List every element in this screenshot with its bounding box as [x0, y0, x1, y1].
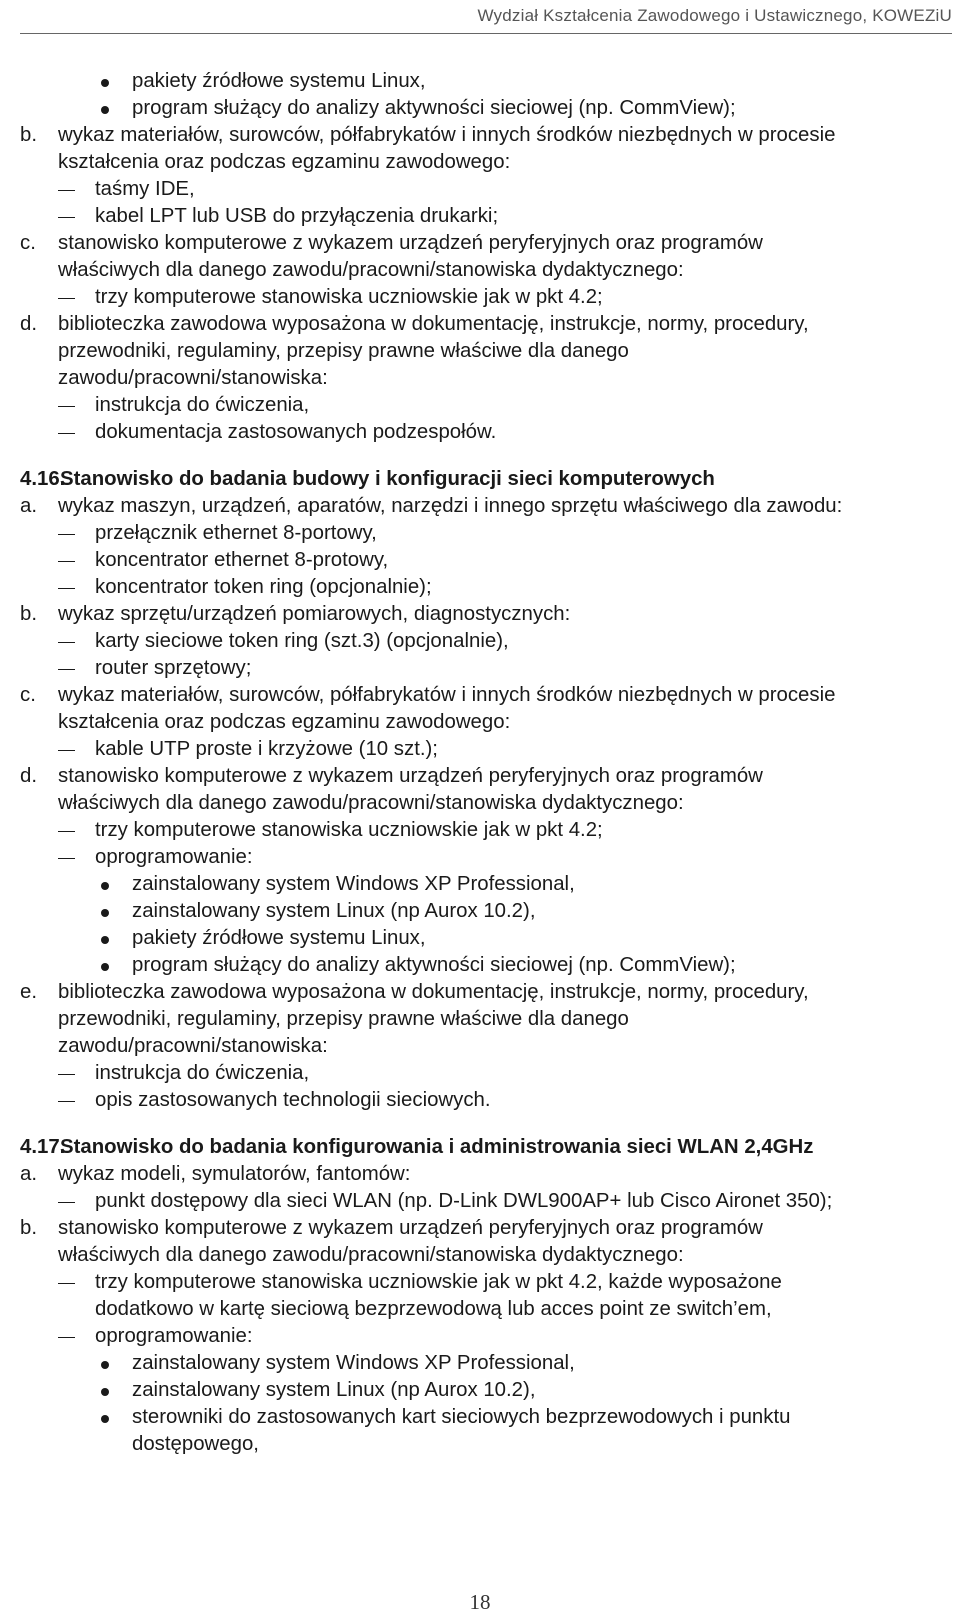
list-text: karty sieciowe token ring (szt.3) (opcjonalnie),	[95, 630, 509, 652]
list-line	[20, 1188, 950, 1215]
list-line	[20, 1323, 950, 1350]
list-text: oprogramowanie:	[95, 1325, 253, 1347]
list-line	[20, 493, 950, 520]
list-line	[20, 736, 950, 763]
list-text: program służący do analizy aktywności sieciowej (np. CommView);	[132, 97, 736, 119]
list-line	[20, 898, 950, 925]
list-text: zainstalowany system Windows XP Professional,	[132, 1352, 575, 1374]
section-spacer	[20, 446, 950, 466]
dash-icon	[58, 1202, 75, 1203]
list-text: opis zastosowanych technologii sieciowych.	[95, 1089, 491, 1111]
list-text: zainstalowany system Linux (np Aurox 10.2),	[132, 1379, 536, 1401]
list-line	[20, 392, 950, 419]
list-line	[20, 203, 950, 230]
bullet-icon	[101, 909, 109, 917]
list-line	[20, 1060, 950, 1087]
list-text: przełącznik ethernet 8-portowy,	[95, 522, 377, 544]
list-text: pakiety źródłowe systemu Linux,	[132, 927, 426, 949]
list-line	[20, 419, 950, 446]
list-text: kształcenia oraz podczas egzaminu zawodowego:	[58, 711, 511, 733]
dash-icon	[58, 1337, 75, 1338]
bullet-icon	[101, 936, 109, 944]
running-header: Wydział Kształcenia Zawodowego i Ustawicznego, KOWEZiU	[477, 6, 952, 25]
dash-icon	[58, 1101, 75, 1102]
list-text: dodatkowo w kartę sieciową bezprzewodową lub acces point ze switch’em,	[95, 1298, 772, 1320]
bullet-icon	[101, 79, 109, 87]
list-text: kabel LPT lub USB do przyłączenia drukarki;	[95, 205, 499, 227]
dash-icon	[58, 190, 75, 191]
list-line	[20, 1350, 950, 1377]
list-text: instrukcja do ćwiczenia,	[95, 1062, 310, 1084]
section-number: 4.16.	[20, 468, 66, 490]
list-text: dostępowego,	[132, 1433, 259, 1455]
list-letter: d.	[20, 313, 38, 335]
list-line	[20, 122, 950, 149]
page-number: 18	[469, 1590, 491, 1614]
list-text: trzy komputerowe stanowiska uczniowskie jak w pkt 4.2, każde wyposażone	[95, 1271, 782, 1293]
list-text: kable UTP proste i krzyżowe (10 szt.);	[95, 738, 438, 760]
list-text: koncentrator ethernet 8-protowy,	[95, 549, 389, 571]
dash-icon	[58, 433, 75, 434]
list-text: trzy komputerowe stanowiska uczniowskie jak w pkt 4.2;	[95, 286, 603, 308]
list-line	[20, 1431, 950, 1458]
list-letter: b.	[20, 1217, 38, 1239]
list-line	[20, 149, 950, 176]
section-title: Stanowisko do badania budowy i konfiguracji sieci komputerowych	[60, 468, 715, 490]
dash-icon	[58, 1283, 75, 1284]
list-line	[20, 1006, 950, 1033]
list-letter: b.	[20, 124, 38, 146]
list-line	[20, 682, 950, 709]
section-heading	[20, 1134, 950, 1161]
list-line	[20, 574, 950, 601]
dash-icon	[58, 588, 75, 589]
list-text: wykaz sprzętu/urządzeń pomiarowych, diagnostycznych:	[58, 603, 571, 625]
list-text: przewodniki, regulaminy, przepisy prawne właściwe dla danego	[58, 340, 629, 362]
list-text: koncentrator token ring (opcjonalnie);	[95, 576, 432, 598]
list-text: program służący do analizy aktywności sieciowej (np. CommView);	[132, 954, 736, 976]
list-line	[20, 284, 950, 311]
list-line	[20, 844, 950, 871]
list-letter: c.	[20, 232, 36, 254]
section-number: 4.17.	[20, 1136, 66, 1158]
list-line	[20, 311, 950, 338]
list-text: stanowisko komputerowe z wykazem urządzeń peryferyjnych oraz programów	[58, 1217, 763, 1239]
dash-icon	[58, 831, 75, 832]
list-letter: a.	[20, 1163, 38, 1185]
list-line	[20, 1087, 950, 1114]
section-title: Stanowisko do badania konfigurowania i administrowania sieci WLAN 2,4GHz	[60, 1136, 814, 1158]
list-text: trzy komputerowe stanowiska uczniowskie jak w pkt 4.2;	[95, 819, 603, 841]
list-line	[20, 230, 950, 257]
list-line	[20, 1404, 950, 1431]
list-letter: b.	[20, 603, 38, 625]
list-text: wykaz maszyn, urządzeń, aparatów, narzędzi i innego sprzętu właściwego dla zawodu:	[58, 495, 843, 517]
list-line	[20, 1215, 950, 1242]
list-text: stanowisko komputerowe z wykazem urządzeń peryferyjnych oraz programów	[58, 765, 763, 787]
list-letter: d.	[20, 765, 38, 787]
list-text: zawodu/pracowni/stanowiska:	[58, 1035, 328, 1057]
list-line	[20, 952, 950, 979]
list-line	[20, 655, 950, 682]
list-text: biblioteczka zawodowa wyposażona w dokumentację, instrukcje, normy, procedury,	[58, 981, 809, 1003]
list-line	[20, 628, 950, 655]
bullet-icon	[101, 106, 109, 114]
list-line	[20, 68, 950, 95]
dash-icon	[58, 858, 75, 859]
dash-icon	[58, 298, 75, 299]
list-line	[20, 979, 950, 1006]
list-line	[20, 257, 950, 284]
section-spacer	[20, 1114, 950, 1134]
list-line	[20, 763, 950, 790]
list-line	[20, 871, 950, 898]
list-letter: a.	[20, 495, 38, 517]
list-line	[20, 709, 950, 736]
dash-icon	[58, 534, 75, 535]
list-text: zainstalowany system Linux (np Aurox 10.2),	[132, 900, 536, 922]
list-letter: c.	[20, 684, 36, 706]
list-text: właściwych dla danego zawodu/pracowni/stanowiska dydaktycznego:	[58, 259, 684, 281]
list-line	[20, 1033, 950, 1060]
list-text: pakiety źródłowe systemu Linux,	[132, 70, 426, 92]
dash-icon	[58, 406, 75, 407]
list-line	[20, 520, 950, 547]
list-text: taśmy IDE,	[95, 178, 195, 200]
bullet-icon	[101, 1388, 109, 1396]
list-text: dokumentacja zastosowanych podzespołów.	[95, 421, 497, 443]
list-text: instrukcja do ćwiczenia,	[95, 394, 310, 416]
list-line	[20, 1161, 950, 1188]
bullet-icon	[101, 882, 109, 890]
list-text: router sprzętowy;	[95, 657, 252, 679]
bullet-icon	[101, 1415, 109, 1423]
list-line	[20, 365, 950, 392]
list-text: wykaz materiałów, surowców, półfabrykatów i innych środków niezbędnych w procesie	[58, 124, 836, 146]
list-text: właściwych dla danego zawodu/pracowni/stanowiska dydaktycznego:	[58, 1244, 684, 1266]
document-body	[20, 68, 950, 1458]
list-line	[20, 1269, 950, 1296]
bullet-icon	[101, 1361, 109, 1369]
list-text: wykaz materiałów, surowców, półfabrykatów i innych środków niezbędnych w procesie	[58, 684, 836, 706]
list-text: biblioteczka zawodowa wyposażona w dokumentację, instrukcje, normy, procedury,	[58, 313, 809, 335]
section-heading	[20, 466, 950, 493]
list-text: zainstalowany system Windows XP Professional,	[132, 873, 575, 895]
list-text: kształcenia oraz podczas egzaminu zawodowego:	[58, 151, 511, 173]
list-text: właściwych dla danego zawodu/pracowni/stanowiska dydaktycznego:	[58, 792, 684, 814]
header-divider	[20, 33, 952, 34]
list-text: zawodu/pracowni/stanowiska:	[58, 367, 328, 389]
dash-icon	[58, 669, 75, 670]
list-line	[20, 1242, 950, 1269]
list-line	[20, 95, 950, 122]
list-text: stanowisko komputerowe z wykazem urządzeń peryferyjnych oraz programów	[58, 232, 763, 254]
list-line	[20, 817, 950, 844]
list-line	[20, 925, 950, 952]
list-line	[20, 1296, 950, 1323]
list-text: punkt dostępowy dla sieci WLAN (np. D-Link DWL900AP+ lub Cisco Aironet 350);	[95, 1190, 833, 1212]
dash-icon	[58, 217, 75, 218]
dash-icon	[58, 642, 75, 643]
list-text: wykaz modeli, symulatorów, fantomów:	[58, 1163, 411, 1185]
dash-icon	[58, 1074, 75, 1075]
list-line	[20, 790, 950, 817]
list-letter: e.	[20, 981, 38, 1003]
bullet-icon	[101, 963, 109, 971]
list-line	[20, 176, 950, 203]
list-line	[20, 1377, 950, 1404]
list-line	[20, 547, 950, 574]
list-text: przewodniki, regulaminy, przepisy prawne właściwe dla danego	[58, 1008, 629, 1030]
list-text: oprogramowanie:	[95, 846, 253, 868]
list-line	[20, 338, 950, 365]
dash-icon	[58, 561, 75, 562]
dash-icon	[58, 750, 75, 751]
list-text: sterowniki do zastosowanych kart sieciowych bezprzewodowych i punktu	[132, 1406, 791, 1428]
list-line	[20, 601, 950, 628]
